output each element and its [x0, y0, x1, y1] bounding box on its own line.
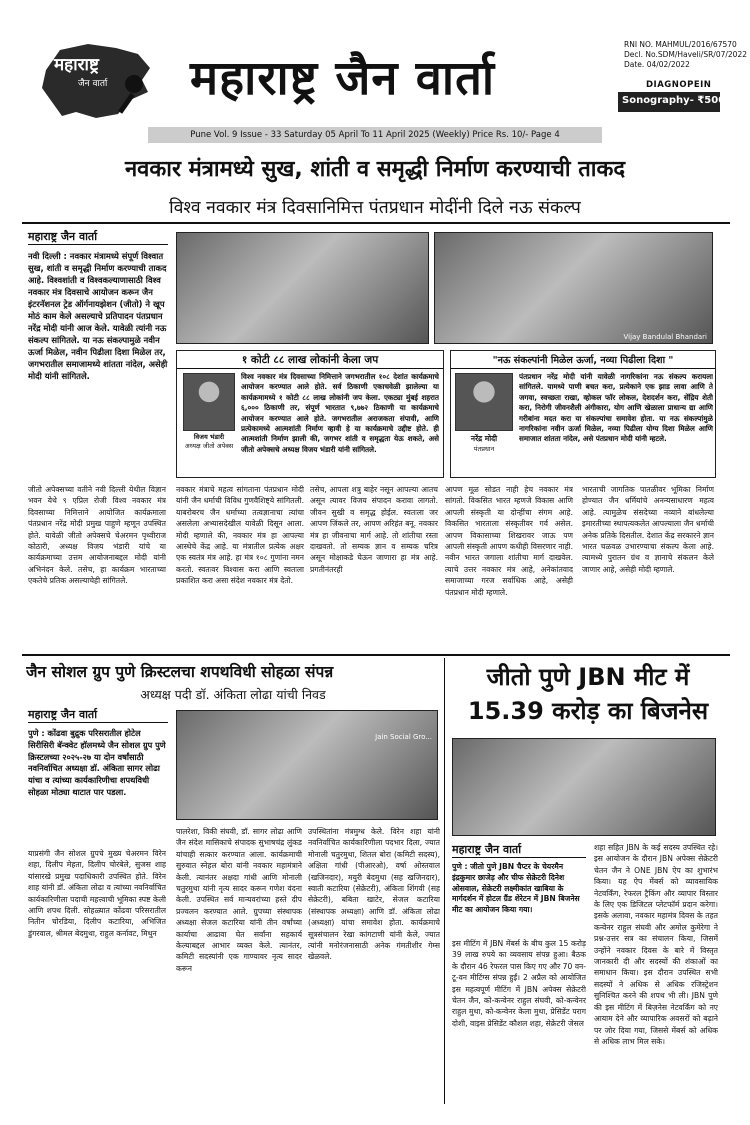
- story1-col-4: आपण मूळ सोडत नाही हेच नवकार मंत्र सांगतो. विकसित भारत म्हणजे विकास आणि आपली संस्कृती या दोन्हींचा संगम आहे. विकसित भारताला संस्कृतीवर गर्व असेल. आपण विकासाच्या शिखरावर जाऊ पण आपली संस्कृती आपण कधीही विसरणार नाही. नवीन भारत जगाला शांतीचा मार्ग दाखवेल. त्याचे उत्तर नवकार मंत्र आहे, अनेकांतवाद समाजाच्या गरज सर्वाधिक आहे, असेही पंतप्रधान मोदी म्हणाले.: [445, 485, 573, 597]
- box2-name: नरेंद्र मोदी: [470, 434, 498, 443]
- story2-headline: जैन सोशल ग्रुप पुणे क्रिस्टलचा शपथविधी सोहळा संपन्न: [26, 663, 334, 681]
- story1-col-3: तसेच, आपला शत्रु बाहेर नसून आपल्या आतच असून त्यावर विजय संपादन करावा लागतो. जीवन सुखी व समृद्ध होईल. स्वतःला जर आपण जिंकले तर, आपण अरिहंत बनू. नवकार मंत्र हा जीवनाचा मार्ग आहे. तो शांतीचा रस्ता दाखवतो. तो सम्यक ज्ञान व सम्यक चरित्र असून मोक्षाकडे घेऊन जाणारा हा मंत्र आहे. प्रगतीनंतरही: [310, 485, 438, 574]
- story1-photo-left: [176, 232, 429, 344]
- story1-photo-right: [434, 232, 713, 344]
- vijay-bhandari-portrait: [183, 373, 235, 431]
- story2-lead: पुणे : कोंढवा बुद्रुक परिसरातील होटेल सिरीसिरी बॅन्क्वेट हॉलमध्ये जैन सोशल ग्रुप पुणे क्रिस्टलच्या २०२५-२७ या दोन वर्षांसाठी नवनिर्वाचित अध्यक्षा डॉ. अंकिता सागर लोढा यांचा व त्यांच्या कार्यकारिणीचा शपथविधी सोहळा मोठ्या थाटात पार पडला.: [28, 728, 166, 797]
- box2-text: पंतप्रधान नरेंद्र मोदी यांनी यावेळी नागरिकांना नऊ संकल्प करायला सांगितले. यामध्ये पाणी बचत करा, प्रत्येकाने एक झाड लावा आणि ते जगवा, स्वच्छता राखा, व्होकल फॉर लोकल, देशदर्शन करा, सेंद्रिय शेती करा, निरोगी जीवनशैली अंगीकारा, योग आणि खेळाला प्राधान्य द्या आणि गरीबांना मदत करा या संकल्पांचा समावेश होता. या नऊ संकल्पांमुळे नागरिकांना नवीन ऊर्जा मिळेल, नव्या पिढीला योग्य दिशा मिळेल आणि समाजात शांतता नांदेल, असे पंतप्रधान मोदी यांनी म्हटले.: [519, 372, 713, 444]
- logo-subtext: जैन वार्ता: [78, 79, 108, 89]
- story1-col-5: भारताची जागतिक पातळीवर भूमिका निर्माण होण्यात जैन धर्मियांचे अनन्यसाधारण महत्व आहे. त्यामुळेच संसदेच्या नव्याने बांधलेल्या इमारतीच्या स्थापत्यकलेत आपल्याला जैन धर्माची अनेक प्रतिके दिसतील. देशात केंद्र सरकारने ज्ञान भारत चळवळ उभारण्याचा संकल्प केला आहे. त्यामध्ये पुरातन ग्रंथ व ज्ञानाचे संकलन केले जाणार आहे, असेही मोदी म्हणाले.: [582, 485, 714, 574]
- divider: [444, 658, 445, 1104]
- photo-banner-text: Jain Social Gro...: [375, 733, 432, 741]
- story3-photo: [452, 738, 716, 836]
- story2-subheadline: अध्यक्ष पदी डॉ. अंकिता लोढा यांची निवड: [140, 687, 326, 702]
- issue-info-bar: Pune Vol. 9 Issue - 33 Saturday 05 April To 11 April 2025 (Weekly) Price Rs. 10/- Page 4: [148, 127, 602, 143]
- story3-col-1: इस मीटिंग में JBN मेंबर्स के बीच कुल 15 करोड़ 39 लाख रुपये का व्यवसाय संपन्न हुआ। बैठक के दौरान 46 रेफरल पास किए गए और 70 वन-टू-वन मीटिंग्स संपन्न हुईं। 2 अप्रैल को आयोजित इस महत्वपूर्ण मीटिंग में JBN अपेक्स सेक्रेटरी चेतन जैन, को-कन्वेनर राहुल संघवी, को-कन्वेनर राहुल मुथा, को-कन्वेनर केला मुथा, प्रेसिडेंट पराग दोशी, वाइस प्रेसिडेंट कौशल शहा, सेक्रेटरी जेसल: [452, 939, 586, 1028]
- story2-photo: [176, 710, 438, 820]
- box2-heading: "नऊ संकल्पांनी मिळेल ऊर्जा, नव्या पिढीला दिशा ": [492, 355, 674, 366]
- box2-role: पंतप्रधान: [473, 445, 495, 453]
- vijay-bhandari-box: [176, 350, 444, 478]
- box1-heading: १ कोटी ८८ लाख लोकांनी केला जप: [241, 354, 379, 366]
- divider: [28, 244, 168, 245]
- story3-lead: पुणे : जीतो पुणे JBN चैप्टर के चेयरमैन इंद्रकुमार छाजेड़ और चीफ सेक्रेटरी दिनेश ओसवाल, सेक्रेटरी लक्ष्मीकांत खाबिया के मार्गदर्शन में होटल ग्रैंड शेरेटन में JBN बिजनेस मीट का आयोजन किया गया।: [452, 862, 580, 915]
- divider: [177, 368, 443, 369]
- reg-line: RNI NO. MAHMUL/2016/67570: [624, 40, 737, 49]
- masthead-logo: [38, 40, 156, 122]
- divider: [22, 222, 730, 224]
- story2-col-1: याप्रसंगी जैन सोशल ग्रुपचे मुख्य चेअरमन विरेन शहा, दिलीप मेहता, दिलीप चोरबेले, सुजस शाह यांसारखे प्रमुख पदाधिकारी उपस्थित होते. विरेन शाह यांनी डॉ. अंकिता लोढा व त्यांच्या नवनिर्वाचित कार्यकारिणीला पदाची महत्त्वाची भूमिका स्पष्ट केली आणि शपथ दिली. सोहळ्यात कोंढवा परिसरातील नितीन चोरडिया, दिलीप कटारिया, अभिजित डुंगरवाल, श्रीमल बेदमुथा, राहुल कर्नावट, मिथुन: [28, 849, 166, 938]
- story3-byline: महाराष्ट्र जैन वार्ता: [452, 843, 522, 856]
- newspaper-title: महाराष्ट्र जैन वार्ता: [190, 51, 496, 106]
- story2-col-2: पालरेशा, विकी संघवी, डॉ. सागर लोढा आणि जैन संदेश मासिकाचे संपादक सुभाषचंद्र लुंकड यांचाही सत्कार करण्यात आला. कार्यक्रमाची सुरुवात स्नेहल बोरा यांनी नवकार महामंत्राने केली. त्यानंतर अक्षदा गांधी आणि मोनाली चतुरमुथा यांनी नृत्य सादर करून गणेश वंदना केली. उपस्थित सर्व मान्यवरांच्या हस्ते दीप प्रज्वलन करण्यात आले. ग्रुपच्या संस्थापक अध्यक्षा सेजल कटारिया यांनी तीन वर्षांच्या कार्याचा आढावा घेत सर्वांना सहकार्य केल्याबद्दल आभार व्यक्त केले. त्यानंतर, कमिटी सदस्यांनी एक गाण्यावर नृत्य सादर करून: [176, 827, 302, 973]
- divider: [451, 368, 715, 369]
- sonography-ad: Sonography- ₹500/-: [618, 92, 720, 112]
- box1-role: अध्यक्ष जीतो अपेक्स: [184, 442, 234, 450]
- story3-headline: जीतो पुणे JBN मीट में 15.39 करोड़ का बिजनेस: [467, 663, 709, 725]
- story2-col-3: उपस्थितांना मंत्रमुग्ध केले. विरेन शहा यांनी नवनिर्वाचित कार्यकारिणीला पदभार दिला, ज्यात मोनाली चतुरमुथा, शितल बोरा (कमिटी सदस्य), अक्षिता गांधी (पीआरओ), वर्षा ओस्तवाल (खजिनदार), मयुरी बेदमुथा (सह खजिनदार), स्वाती कटारिया (सेक्रेटरी), अंकिता शिंगवी (सह सेक्रेटरी), बबिता खाटेर, सेजल कटारिया (संस्थापक अध्यक्षा) आणि डॉ. अंकिता लोढा (अध्यक्षा) यांचा समावेश होता. कार्यक्रमाचे सूत्रसंचालन रेखा कांगटाणी यांनी केले, ज्यात त्यांनी मनोरंजनासाठी अनेक गंमतीशीर गेम्स खेळवले.: [308, 827, 440, 962]
- story1-col-1: जीतो अपेक्सच्या वतीने नवी दिल्ली येथील विज्ञान भवन येथे ९ एप्रिल रोजी विश्व नवकार मंत्र दिवसाच्या निमित्ताने आयोजित कार्यक्रमाला पंतप्रधान नरेंद्र मोदी प्रमुख पाहुणे म्हणून उपस्थित होते. यावेळी जीतो अपेक्सचे चेअरमन पृथ्वीराज कोठारी, अध्यक्ष विजय भंडारी यांचे या कार्यक्रमाच्या उत्तम आयोजनाबद्दल मोदी यांनी अभिनंदन केले. तसेच, हा कार्यक्रम भारताच्या एकतेचे प्रतिक असल्याचेही सांगितले.: [28, 485, 166, 586]
- story2-byline: महाराष्ट्र जैन वार्ता: [28, 708, 98, 721]
- story1-col-2: नवकार मंत्राचे महत्व सांगताना पंतप्रधान मोदी यांनी जैन धर्माची विविध गुणवैशिष्ट्ये सांगितली. याबरोबरच जैन धर्माच्या तत्वज्ञानाचा त्यांचा असलेला अभ्यासदेखील यावेळी दिसून आला. मोदी म्हणाले की, नवकार मंत्र हा आपल्या आस्थेचे केंद्र आहे. या मंत्रातील प्रत्येक अक्षर एक स्वतंत्र मंत्र आहे. हा मंत्र १०८ गुणांना नमन करतो. स्वतःवर विश्वास करा आणि स्वतःला प्रकाशित करा असा संदेश नवकार मंत्र देतो.: [176, 485, 304, 586]
- story1-lead: नवी दिल्ली : नवकार मंत्रामध्ये संपूर्ण विश्वात सुख, शांती व समृद्धी निर्माण करण्याची ताकद आहे. विश्वशांती व विश्वकल्याणासाठी विश्व नवकार मंत्र दिवसाचे आयोजन करून जैन इंटरनॅशनल ट्रेड ऑर्गनायझेशन (जीतो) ने खूप मोठं काम केले असल्याचे प्रतिपादन पंतप्रधान नरेंद्र मोदी यांनी आज केले. यावेळी त्यांनी नऊ संकल्प सांगितले. या नऊ संकल्पामुळे नवीन ऊर्जा मिळेल, नवीन पिढीला दिशा मिळेल तर, जगभरातील समाजामध्ये शांतता नांदेल, असेही मोदी यांनी सांगितले.: [28, 251, 168, 381]
- ad-brand: DIAGNOPEIN: [646, 80, 712, 90]
- registration-info: [624, 40, 747, 70]
- logo-text: महाराष्ट्र: [54, 55, 99, 75]
- photo-credit: Vijay Bandulal Bhandari: [623, 333, 707, 341]
- story3-col-2: शहा सहित JBN के कई सदस्य उपस्थित रहे। इस आयोजन के दौरान JBN अपेक्स सेक्रेटरी चेतन जैन ने ONE JBN ऐप का शुभारंभ किया। यह ऐप मेंबर्स को व्यावसायिक नेटवर्किंग, रेफरल ट्रैकिंग और व्यापार विस्तार के लिए एक डिजिटल प्लेटफॉर्म प्रदान करेगा। इसके अलावा, नवकार महामंत्र दिवस के तहत कन्वेनर राहुल संघवी और अमोल कुमेरेगा ने प्रश्न-उत्तर सत्र का संचालन किया, जिसमें उन्होंने नवकार दिवस के बारे में विस्तृत जानकारी दी और सदस्यों की शंकाओं का समाधान किया। इस दौरान उपस्थित सभी सदस्यों ने अधिक से अधिक रजिस्ट्रेशन सुनिश्चित करने की शपथ भी ली। JBN पुणे की इस मीटिंग में बिज़नेस नेटवर्किंग को नए आयाम देने और व्यापारिक अवसरों को बढ़ाने पर जोर दिया गया, जिससे मेंबर्स को अधिक से अधिक लाभ मिल सके।: [594, 843, 718, 1046]
- divider: [22, 654, 730, 656]
- reg-line: Decl. No.SDM/Haveli/SR/07/2022: [624, 50, 747, 59]
- reg-line: Date. 04/02/2022: [624, 60, 690, 69]
- modi-box: [450, 350, 716, 478]
- main-headline: नवकार मंत्रामध्ये सुख, शांती व समृद्धी निर्माण करण्याची ताकद: [124, 157, 626, 182]
- modi-portrait: [455, 373, 513, 431]
- divider: [28, 722, 168, 723]
- main-subheadline: विश्व नवकार मंत्र दिवसानिमित्त पंतप्रधान मोदींनी दिले नऊ संकल्प: [169, 198, 581, 218]
- box1-text: विश्व नवकार मंत्र दिवसाच्या निमित्ताने जगभरातील १०८ देशांत कार्यक्रमाचे आयोजन करण्यात आले होते. सर्व ठिकाणी एकाचवेळी झालेल्या या कार्यक्रमामध्ये १ कोटी ८८ लाख लोकांनी जप केला. एकट्या मुंबई शहरात ६,००० ठिकाणी तर, संपूर्ण भारतात ९,७७२ ठिकाणी या कार्यक्रमाचे आयोजन करण्यात आले होते. जगभरातील अराजकता संपावी, आणि प्रत्येकामध्ये आत्मशांती निर्माण व्हावी हे या कार्यक्रमाचे उद्दीष्ट होते. ही आत्मशांती निर्माण झाली की, जगभर शांती व समृद्धता येऊ शकते, असे जीतो अपेक्सचे अध्यक्ष विजय भंडारी यांनी सांगितले.: [241, 372, 439, 454]
- box1-name: विजय भंडारी: [193, 433, 225, 441]
- divider: [452, 857, 586, 858]
- story1-byline: महाराष्ट्र जैन वार्ता: [28, 230, 98, 243]
